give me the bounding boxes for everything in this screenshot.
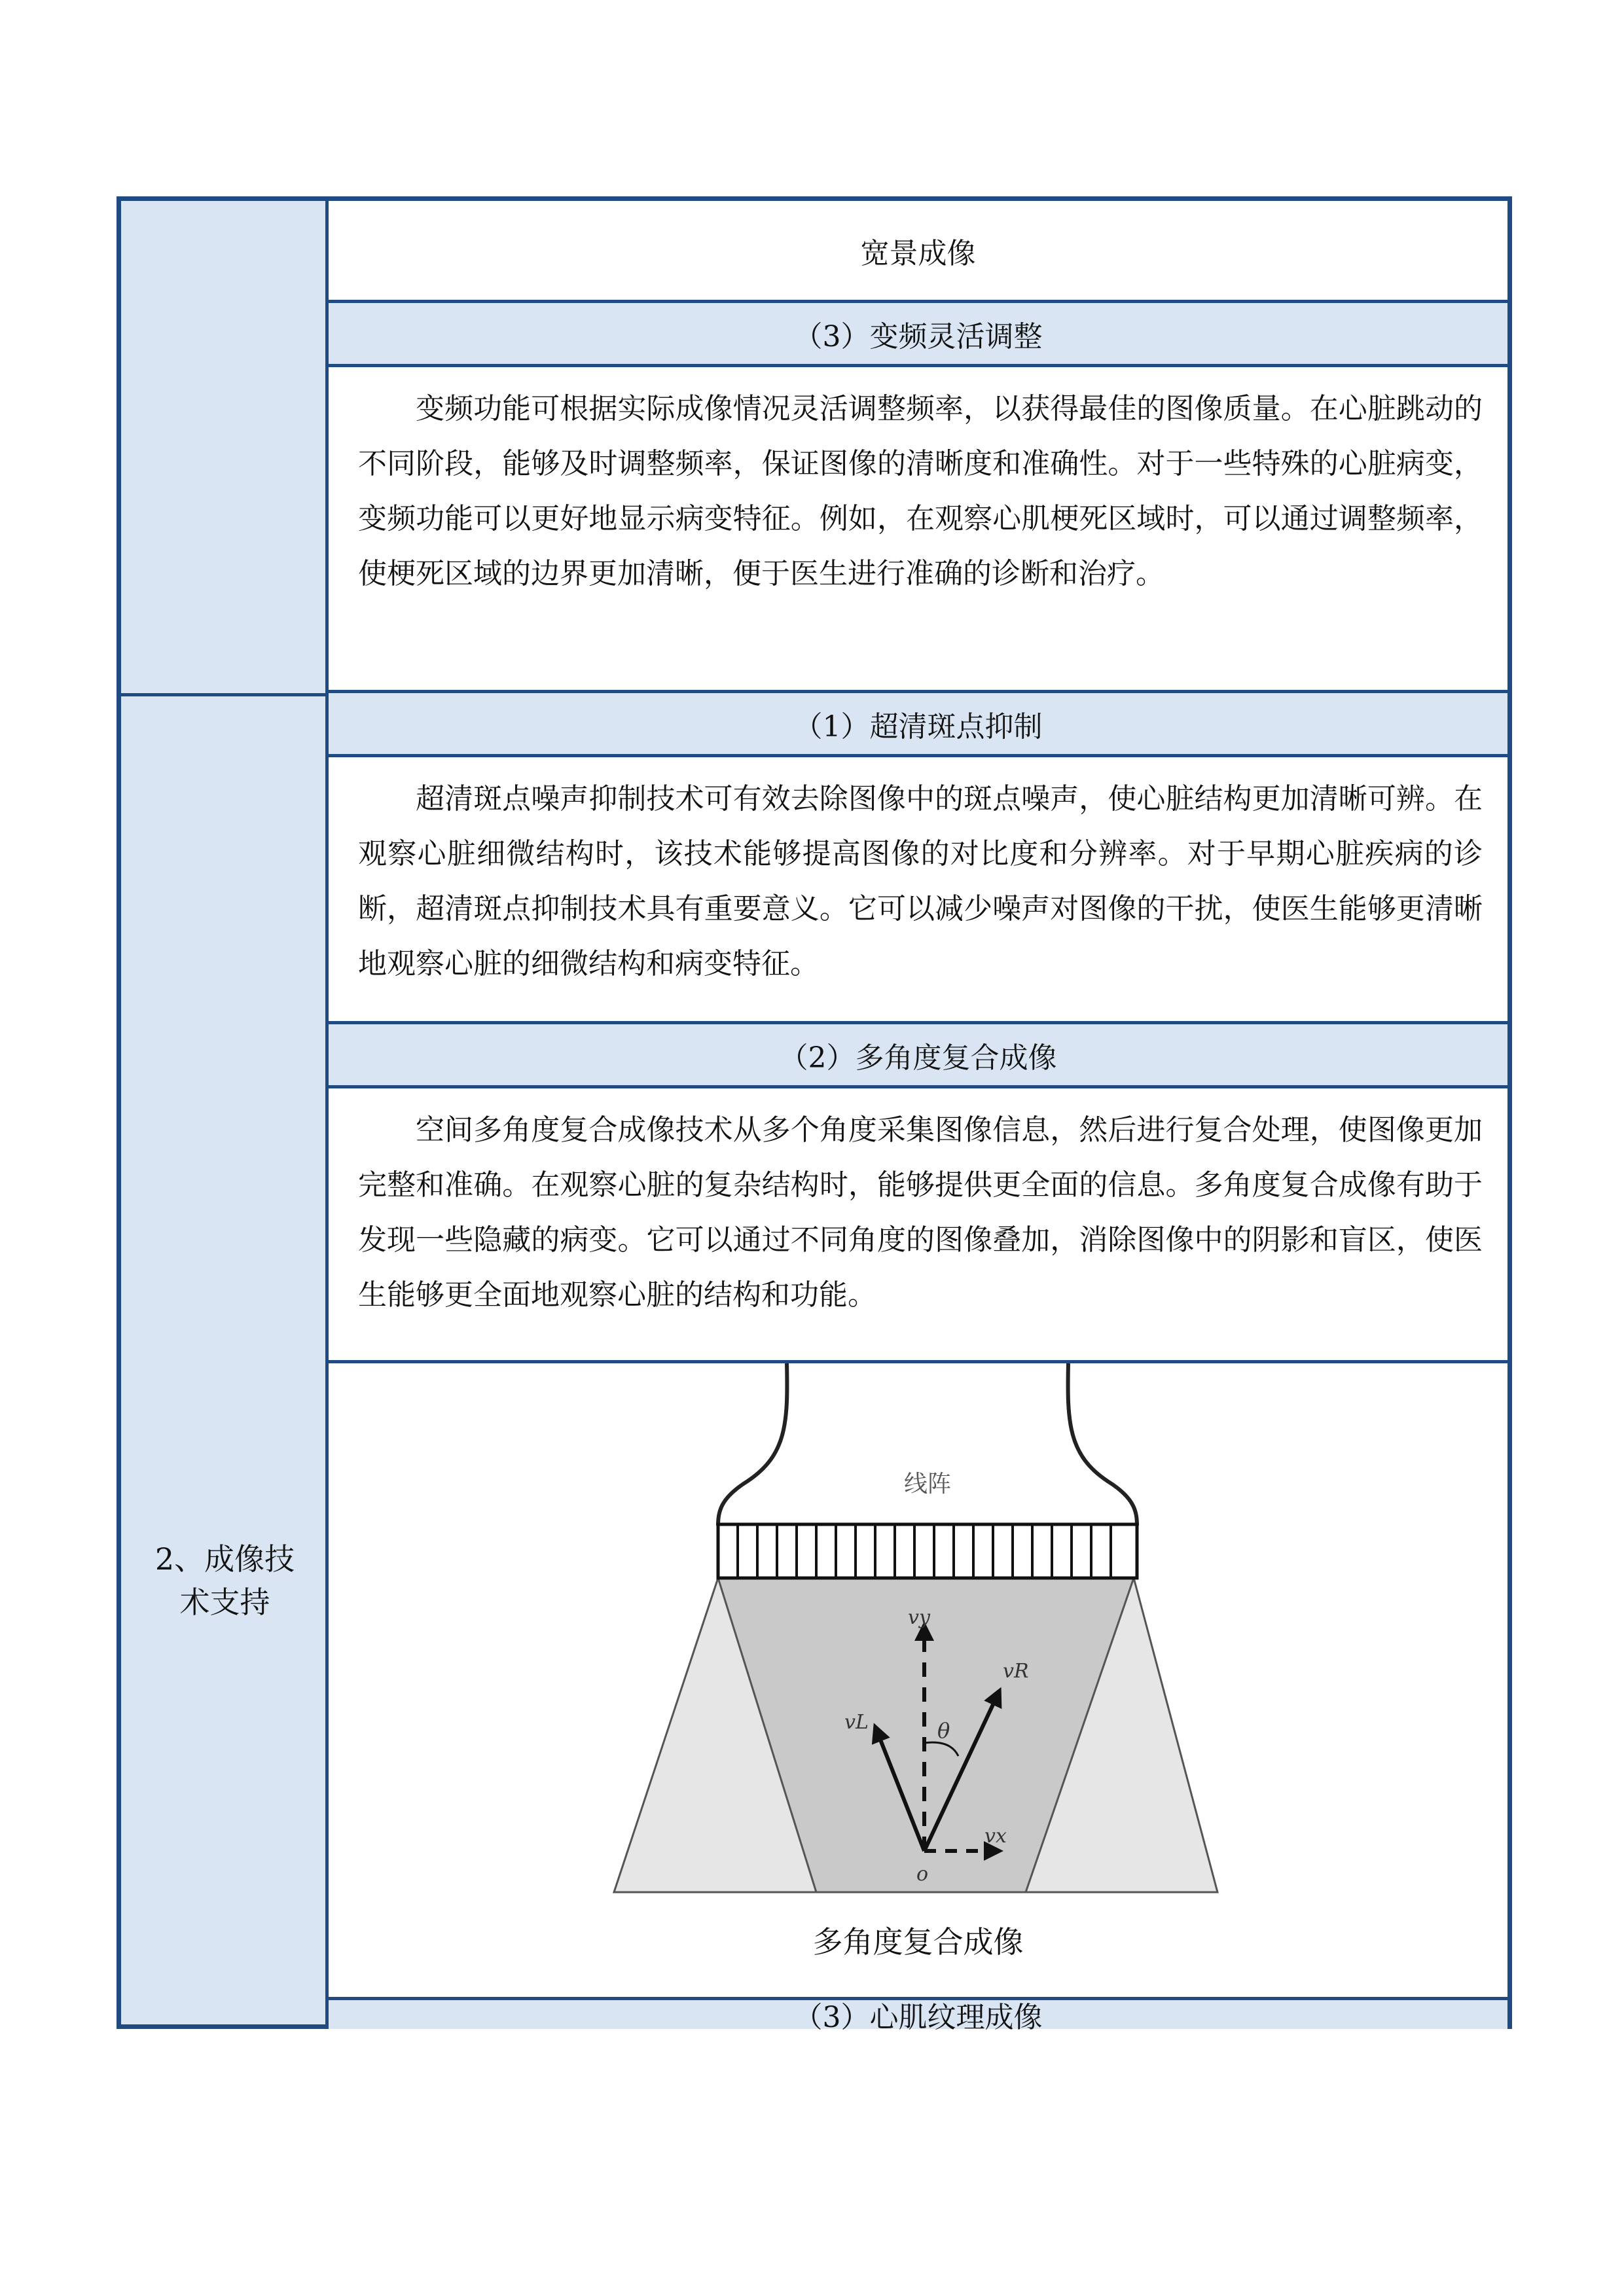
speckle-heading-row: [329, 693, 1507, 757]
freq-body: 变频功能可根据实际成像情况灵活调整频率，以获得最佳的图像质量。在心脏跳动的不同阶段，能够及时调整频率，保证图像的清晰度和准确性。对于一些特殊的心脏病变，变频功能可以更好地显示病变特征。例如，在观察心肌梗死区域时，可以通过调整频率，使梗死区域的边界更加清晰，便于医生进行准确的诊断和治疗。: [358, 392, 1483, 590]
left-column-divider: [121, 693, 329, 696]
compound-heading-row: [329, 1024, 1507, 1088]
speckle-body-row: [329, 757, 1507, 1024]
figure-row: [329, 1363, 1507, 2000]
section-label-line2: 术支持: [179, 1585, 270, 1620]
compound-body: 空间多角度复合成像技术从多个角度采集图像信息，然后进行复合处理，使图像更加完整和准确。在观察心脏的复杂结构时，能够提供更全面的信息。多角度复合成像有助于发现一些隐藏的病变。它可以通过不同角度的图像叠加，消除图像中的阴影和盲区，使医生能够更全面地观察心脏的结构和功能。: [358, 1113, 1483, 1312]
compound-body-row: [329, 1088, 1507, 1363]
texture-heading: （3）心肌纹理成像: [793, 2001, 1043, 2034]
compound-heading: （2）多角度复合成像: [779, 1041, 1057, 1075]
panorama-title: 宽景成像: [860, 236, 976, 270]
linear-array: [718, 1524, 1137, 1578]
left-column: [121, 201, 329, 2024]
vy-label: vy: [908, 1606, 930, 1629]
compound-diagram: [329, 1363, 1512, 1913]
vl-label: vL: [844, 1711, 869, 1734]
section-label-line1: 2、成像技: [154, 1541, 295, 1577]
compound-figure: [329, 1363, 1507, 1997]
freq-body-row: [329, 367, 1507, 693]
probe-outline-right: [1068, 1363, 1137, 1526]
probe-outline-left: [718, 1363, 787, 1526]
figure-caption: 多角度复合成像: [812, 1924, 1024, 1960]
freq-heading: （3）变频灵活调整: [793, 319, 1043, 353]
speckle-body: 超清斑点噪声抑制技术可有效去除图像中的斑点噪声，使心脏结构更加清晰可辨。在观察心脏细微结构时，该技术能够提高图像的对比度和分辨率。对于早期心脏疾病的诊断，超清斑点抑制技术具有重要意义。它可以减少噪声对图像的干扰，使医生能够更清晰地观察心脏的细微结构和病变特征。: [358, 782, 1483, 980]
vr-label: vR: [1003, 1660, 1029, 1683]
freq-heading-row: [329, 303, 1507, 367]
array-label: 线阵: [903, 1471, 952, 1498]
panorama-title-row: [329, 201, 1507, 303]
content-table: [117, 196, 1512, 2034]
theta-label: θ: [937, 1718, 950, 1743]
texture-heading-row: [329, 2000, 1507, 2034]
speckle-heading: （1）超清斑点抑制: [793, 709, 1043, 744]
origin-label: o: [916, 1863, 929, 1886]
vx-label: vx: [984, 1825, 1007, 1848]
